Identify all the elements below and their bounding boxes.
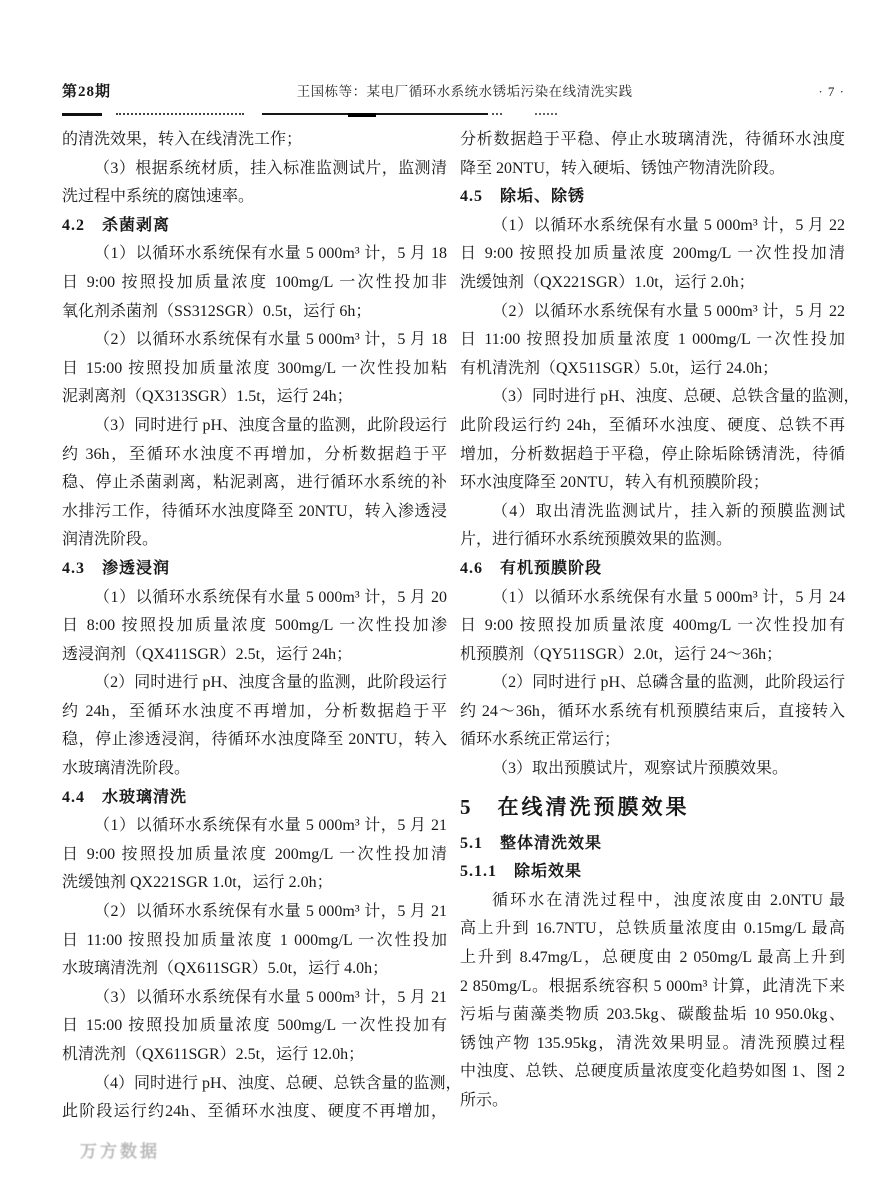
text-line: （1）以循环水系统保有水量 5 000m³ 计，5 月 20 xyxy=(94,588,447,606)
article-body xyxy=(62,126,860,1127)
section-heading: 4.5 除垢、除锈 xyxy=(460,188,586,206)
text-line: （3）根据系统材质，挂入标准监测试片，监测清 xyxy=(94,159,447,177)
section-heading: 4.3 渗透浸润 xyxy=(62,559,171,577)
text-line: 洗过程中系统的腐蚀速率。 xyxy=(62,188,255,206)
text-line: 日 11:00 按照投加质量浓度 1 000mg/L 一次性投加 xyxy=(460,331,845,349)
text-line: 水玻璃清洗剂（QX611SGR）5.0t，运行 4.0h； xyxy=(62,960,389,978)
text-line: 增加，分析数据趋于平稳，停止除垢除锈清洗，待循 xyxy=(460,445,845,463)
text-line: 高上升到 16.7NTU，总铁质量浓度由 0.15mg/L 最高 xyxy=(460,920,845,938)
text-line: 降至 20NTU，转入硬垢、锈蚀产物清洗阶段。 xyxy=(460,159,785,177)
text-line: 润清洗阶段。 xyxy=(62,531,159,549)
text-line: （1）以循环水系统保有水量 5 000m³ 计，5 月 22 xyxy=(492,216,845,234)
text-line: 污垢与菌藻类物质 203.5kg、碳酸盐垢 10 950.0kg、 xyxy=(460,1006,845,1024)
text-line: 中浊度、总铁、总硬度质量浓度变化趋势如图 1、图 2 xyxy=(460,1063,845,1081)
text-line: 上升到 8.47mg/L，总硬度由 2 050mg/L 最高上升到 xyxy=(460,949,845,967)
section-heading: 5.1.1 除垢效果 xyxy=(460,863,583,881)
text-line: （1）以循环水系统保有水量 5 000m³ 计，5 月 18 xyxy=(94,245,447,263)
text-line: （1）以循环水系统保有水量 5 000m³ 计，5 月 24 xyxy=(492,588,845,606)
text-line: 日 8:00 按照投加质量浓度 500mg/L 一次性投加渗 xyxy=(62,617,447,635)
text-line: 泥剥离剂（QX313SGR）1.5t，运行 24h； xyxy=(62,388,353,406)
text-line: 环水浊度降至 20NTU，转入有机预膜阶段； xyxy=(460,474,769,492)
text-line: 所示。 xyxy=(460,1092,509,1109)
text-line: 机清洗剂（QX611SGR）2.5t，运行 12.0h； xyxy=(62,1046,365,1063)
text-line: 洗缓蚀剂 QX221SGR 1.0t，运行 2.0h； xyxy=(62,874,333,892)
wanfang-data-watermark: 万方数据 xyxy=(80,1142,160,1161)
text-line: 日 9:00 按照投加质量浓度 200mg/L 一次性投加清 xyxy=(62,845,447,863)
text-line: （2）以循环水系统保有水量 5 000m³ 计，5 月 21 xyxy=(94,903,447,921)
text-line: 循环水在清洗过程中，浊度浓度由 2.0NTU 最 xyxy=(492,891,845,909)
text-line: （4）取出清洗监测试片，挂入新的预膜监测试 xyxy=(492,502,845,520)
text-line: 日 15:00 按照投加质量浓度 500mg/L 一次性投加有 xyxy=(62,1017,447,1035)
section-heading: 5 在线清洗预膜效果 xyxy=(460,794,690,819)
text-line: （3）同时进行 pH、浊度含量的监测，此阶段运行 xyxy=(94,416,447,434)
header-rule-segment xyxy=(492,113,502,115)
right-column xyxy=(460,126,860,1127)
text-line: 稳，停止渗透浸润，待循环水浊度降至 20NTU，转入 xyxy=(62,731,447,749)
section-heading: 4.4 水玻璃清洗 xyxy=(62,788,188,806)
text-line: 的清洗效果，转入在线清洗工作； xyxy=(62,131,303,148)
text-line: 日 15:00 按照投加质量浓度 300mg/L 一次性投加粘 xyxy=(62,359,447,377)
text-line: 日 9:00 按照投加质量浓度 400mg/L 一次性投加有 xyxy=(460,617,845,635)
text-line: 此阶段运行约24h、至循环水浊度、硬度不再增加， xyxy=(62,1103,447,1121)
header-rule-segment xyxy=(116,113,244,115)
text-line: 约 24～36h，循环水系统有机预膜结束后，直接转入 xyxy=(460,702,845,720)
text-line: 稳、停止杀菌剥离，粘泥剥离，进行循环水系统的补 xyxy=(62,474,447,492)
text-line: （2）以循环水系统保有水量 5 000m³ 计，5 月 18 xyxy=(94,331,447,349)
text-line: （2）同时进行 pH、总磷含量的监测，此阶段运行 xyxy=(492,674,845,692)
text-line: 分析数据趋于平稳、停止水玻璃清洗，待循环水浊度 xyxy=(460,131,845,148)
text-line: （1）以循环水系统保有水量 5 000m³ 计，5 月 21 xyxy=(94,817,447,835)
journal-issue: 第28期 xyxy=(62,84,112,100)
text-line: （4）同时进行 pH、浊度、总硬、总铁含量的监测， xyxy=(94,1074,462,1092)
text-line: 日 9:00 按照投加质量浓度 200mg/L 一次性投加清 xyxy=(460,245,845,263)
text-line: 水玻璃清洗阶段。 xyxy=(62,760,191,778)
section-heading: 4.2 杀菌剥离 xyxy=(62,216,171,234)
text-line: 锈蚀产物 135.95kg，清洗效果明显。清洗预膜过程 xyxy=(460,1034,845,1052)
left-column xyxy=(62,126,462,1127)
running-title: 王国栋等：某电厂循环水系统水锈垢污染在线清洗实践 xyxy=(296,84,633,99)
text-line: 日 11:00 按照投加质量浓度 1 000mg/L 一次性投加 xyxy=(62,931,447,949)
header-rule-segment xyxy=(62,113,102,116)
text-line: 此阶段运行约 24h，至循环水浊度、硬度、总铁不再 xyxy=(460,416,845,434)
header-rule xyxy=(0,113,889,119)
section-heading: 4.6 有机预膜阶段 xyxy=(460,559,603,577)
text-line: 透浸润剂（QX411SGR）2.5t，运行 24h； xyxy=(62,645,353,663)
text-line: 约 36h，至循环水浊度不再增加，分析数据趋于平 xyxy=(62,445,447,463)
header-rule-segment xyxy=(348,113,376,117)
text-line: 机预膜剂（QY511SGR）2.0t，运行 24～36h； xyxy=(460,645,783,663)
text-line: 洗缓蚀剂（QX221SGR）1.0t，运行 2.0h； xyxy=(460,273,755,291)
text-line: （2）同时进行 pH、浊度含量的监测，此阶段运行 xyxy=(94,674,447,692)
section-heading: 5.1 整体清洗效果 xyxy=(460,834,603,852)
text-line: （3）同时进行 pH、浊度、总硬、总铁含量的监测， xyxy=(492,388,860,406)
text-line: 日 9:00 按照投加质量浓度 100mg/L 一次性投加非 xyxy=(62,273,447,291)
text-line: 氧化剂杀菌剂（SS312SGR）0.5t，运行 6h； xyxy=(62,302,372,320)
text-line: 约 24h，至循环水浊度不再增加，分析数据趋于平 xyxy=(62,702,447,720)
text-line: 水排污工作，待循环水浊度降至 20NTU，转入渗透浸 xyxy=(62,502,447,520)
text-line: 循环水系统正常运行； xyxy=(460,731,621,749)
header-rule-segment xyxy=(535,113,557,115)
page-header xyxy=(62,80,845,101)
text-line: （3）取出预膜试片，观察试片预膜效果。 xyxy=(492,760,789,778)
text-line: 2 850mg/L。根据系统容积 5 000m³ 计算，此清洗下来 xyxy=(460,977,845,995)
text-line: 有机清洗剂（QX511SGR）5.0t，运行 24.0h； xyxy=(460,359,779,377)
text-line: （3）以循环水系统保有水量 5 000m³ 计，5 月 21 xyxy=(94,988,447,1006)
text-line: （2）以循环水系统保有水量 5 000m³ 计，5 月 22 xyxy=(492,302,845,320)
page-number: · 7 · xyxy=(818,84,845,99)
text-line: 片，进行循环水系统预膜效果的监测。 xyxy=(460,531,733,549)
